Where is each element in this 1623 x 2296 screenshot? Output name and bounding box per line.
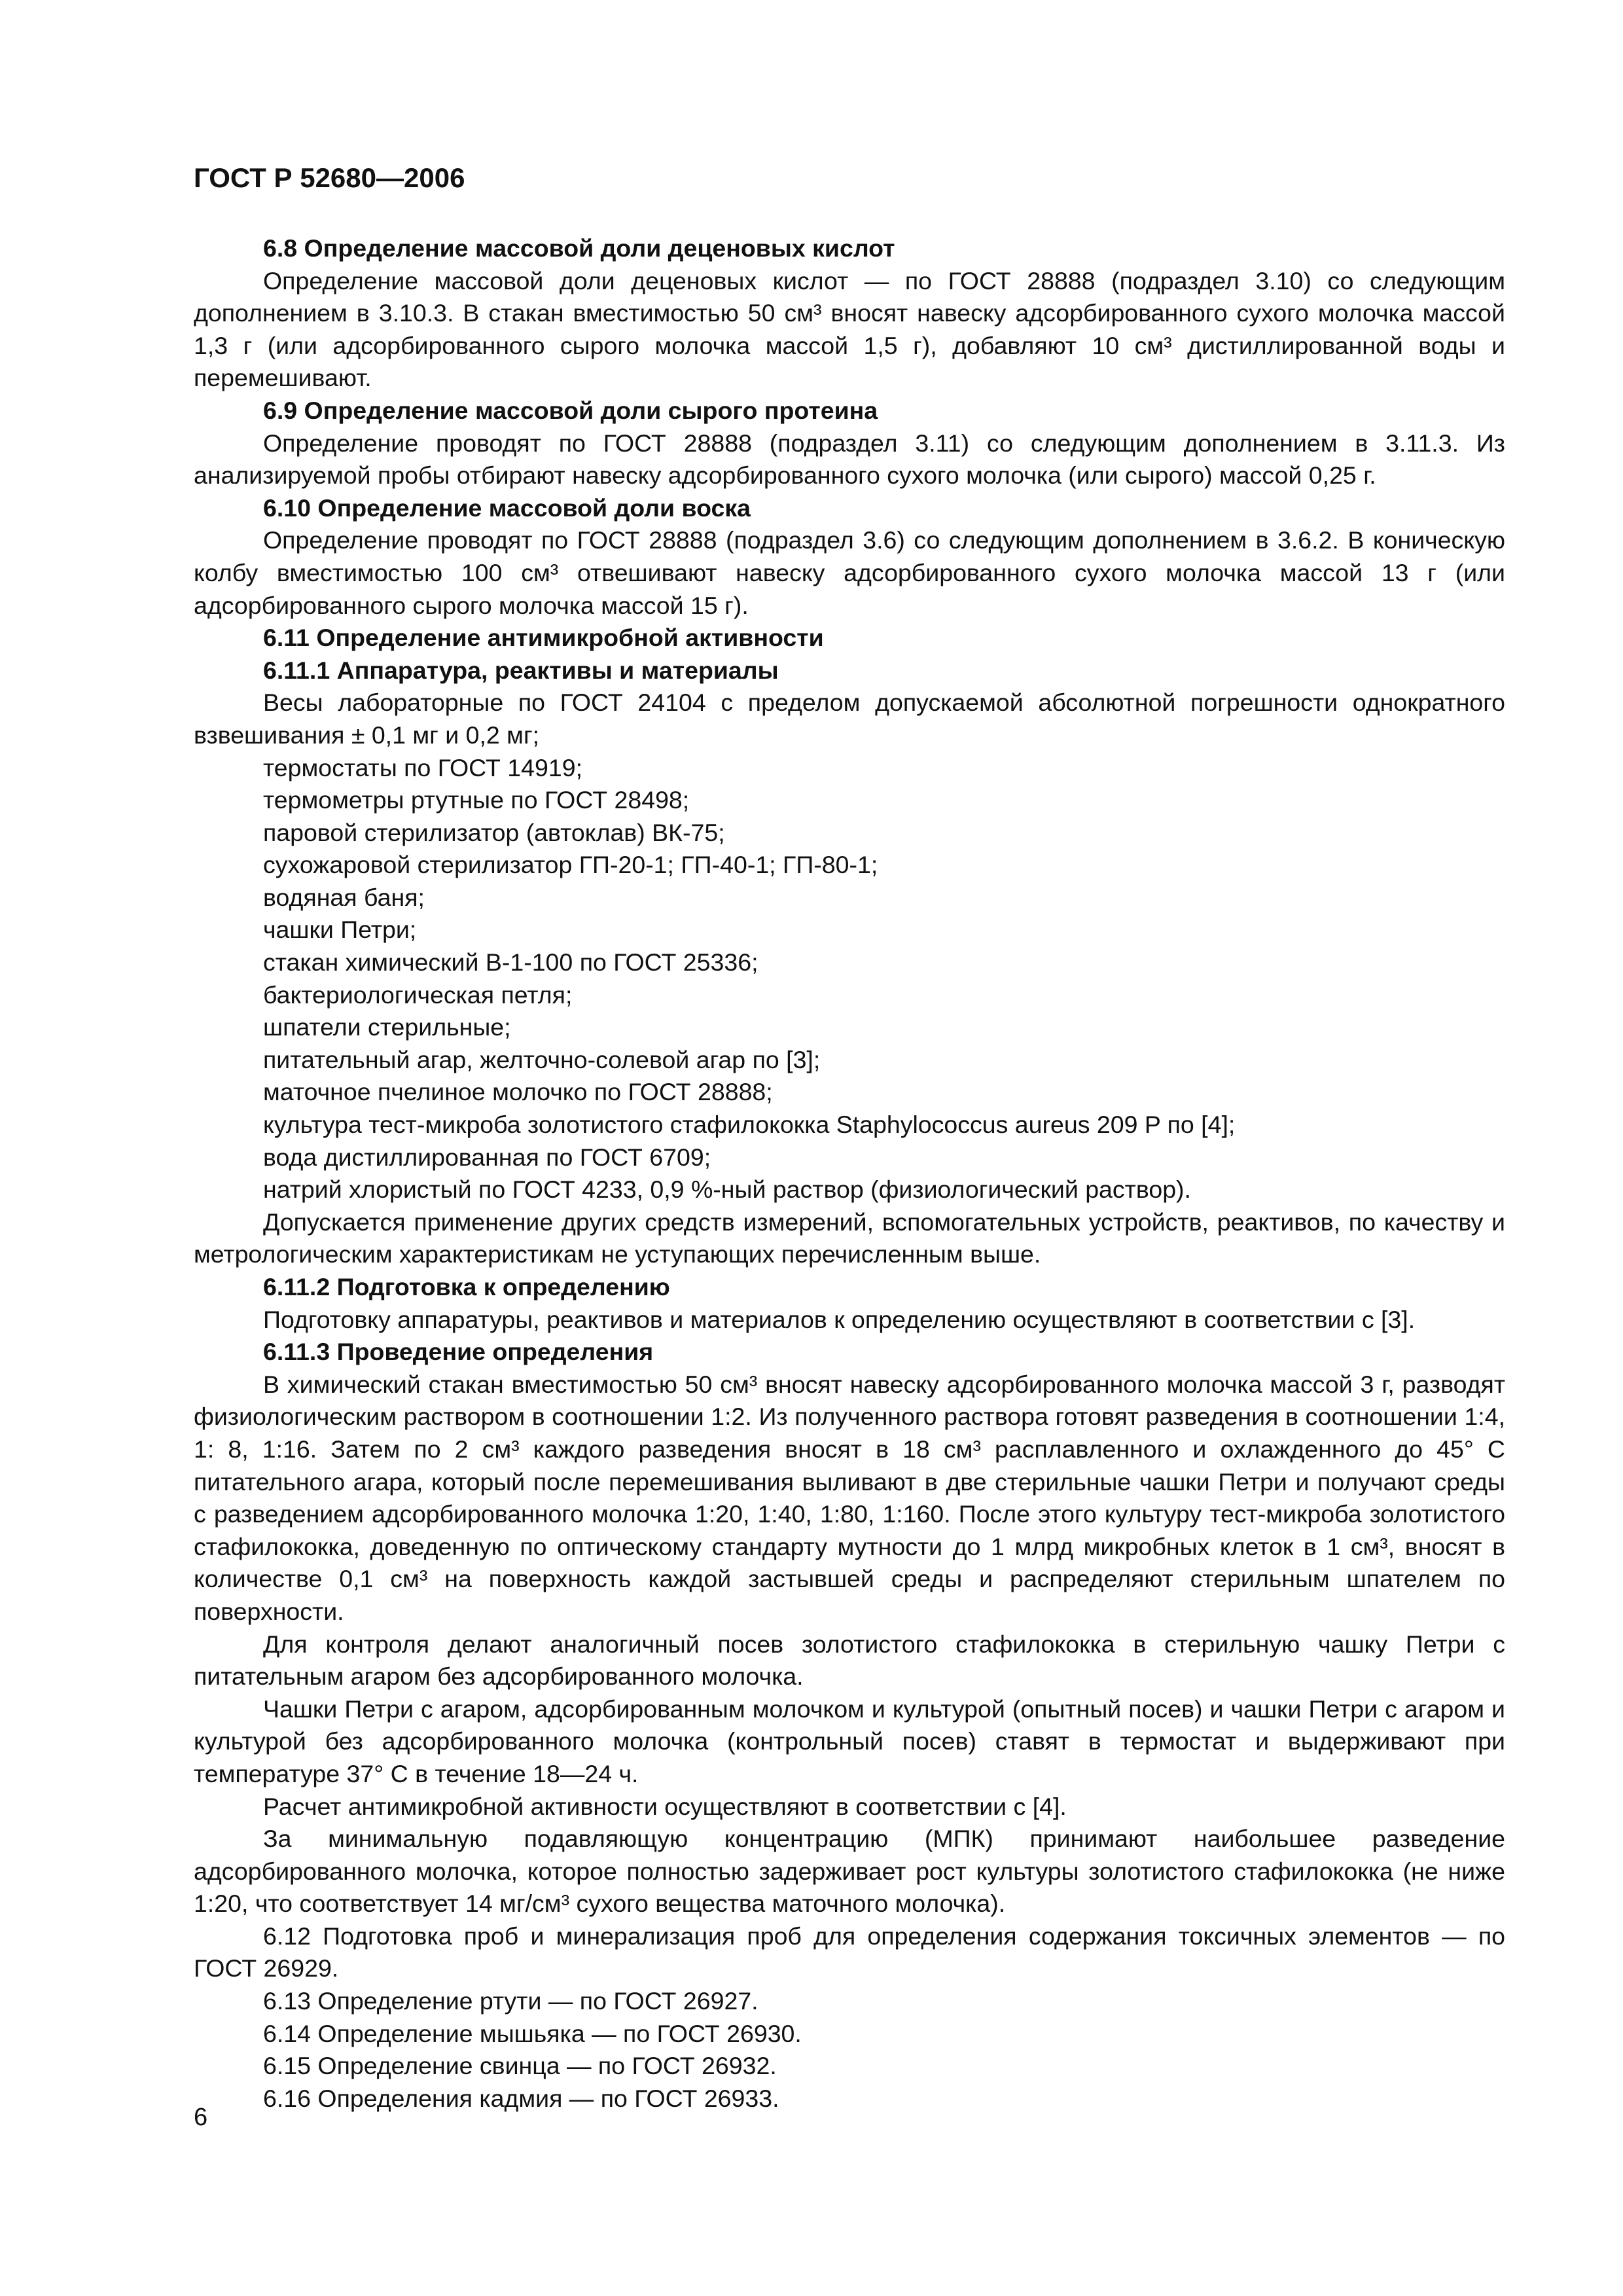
paragraph: Весы лабораторные по ГОСТ 24104 с пределом допускаемой абсолютной погрешности однократного взвешивания ± 0,1 мг и 0,2 мг; — [194, 689, 1505, 749]
section-heading: 6.11.2 Подготовка к определению — [263, 1273, 670, 1300]
page-number: 6 — [194, 2104, 208, 2131]
list-item: сухожаровой стерилизатор ГП-20-1; ГП-40-1; ГП-80-1; — [263, 851, 878, 879]
paragraph: Определение проводят по ГОСТ 28888 (подраздел 3.11) со следующим дополнением в 3.11.3. Из анализируемой пробы отбирают навеску адсорбированного сухого молочка (или сырого) массой 0,25 г. — [194, 429, 1505, 490]
section-heading: 6.11.1 Аппаратура, реактивы и материалы — [263, 656, 779, 684]
paragraph: За минимальную подавляющую концентрацию (МПК) принимают наибольшее разведение адсорбированного молочка, которое полностью задерживает рост культуры золотистого стафилококка (не ниже 1:20, что соответствует 14 мг/см³ сухого вещества маточного молочка). — [194, 1825, 1505, 1918]
paragraph: Подготовку аппаратуры, реактивов и материалов к определению осуществляют в соответствии с [3]. — [263, 1305, 1416, 1333]
list-item: стакан химический В-1-100 по ГОСТ 25336; — [263, 948, 758, 977]
list-item: питательный агар, желточно-солевой агар по [3]; — [263, 1045, 821, 1073]
paragraph: Чашки Петри с агаром, адсорбированным молочком и культурой (опытный посев) и чашки Петри с агаром и культурой без адсорбированного молочка (контрольный посев) ставят в термостат и выдерживают при температуре 37° С в течение 18—24 ч. — [194, 1695, 1505, 1787]
list-item: натрий хлористый по ГОСТ 4233, 0,9 %-ный раствор (физиологический раствор). — [263, 1175, 1191, 1204]
list-item: паровой стерилизатор (автоклав) ВК-75; — [263, 818, 725, 846]
section-heading: 6.11 Определение антимикробной активности — [263, 624, 824, 652]
paragraph: Допускается применение других средств измерений, вспомогательных устройств, реактивов, по качеству и метрологическим характеристикам не уступающих перечисленным выше. — [194, 1208, 1505, 1268]
paragraph: Определение массовой доли деценовых кислот — по ГОСТ 28888 (подраздел 3.10) со следующим дополнением в 3.10.3. В стакан вместимостью 50 см³ вносят навеску адсорбированного сухого молочка массой 1,3 г (или адсорбированного сырого молочка массой 1,5 г), добавляют 10 см³ дистиллированной воды и перемешивают. — [194, 266, 1505, 392]
list-item: бактериологическая петля; — [263, 980, 573, 1009]
paragraph: 6.12 Подготовка проб и минерализация проб для определения содержания токсичных элементов — по ГОСТ 26929. — [194, 1922, 1505, 1982]
list-item: культура тест-микроба золотистого стафилококка Staphylococcus aureus 209 P по [4]; — [263, 1111, 1236, 1139]
paragraph: Для контроля делают аналогичный посев золотистого стафилококка в стерильную чашку Петри с питательным агаром без адсорбированного молочка. — [194, 1630, 1505, 1691]
paragraph: Расчет антимикробной активности осуществляют в соответствии с [4]. — [263, 1792, 1067, 1820]
paragraph: 6.16 Определения кадмия — по ГОСТ 26933. — [263, 2084, 779, 2112]
list-item: чашки Петри; — [263, 916, 417, 944]
document-header: ГОСТ Р 52680—2006 — [194, 162, 465, 193]
list-item: шпатели стерильные; — [263, 1013, 511, 1041]
paragraph: Определение проводят по ГОСТ 28888 (подраздел 3.6) со следующим дополнением в 3.6.2. В коническую колбу вместимостью 100 см³ отвешивают навеску адсорбированного сухого молочка массой 13 г (или адсорбированного сырого молочка массой 15 г). — [194, 526, 1505, 619]
section-heading: 6.10 Определение массовой доли воска — [263, 493, 751, 522]
list-item: маточное пчелиное молочко по ГОСТ 28888; — [263, 1078, 773, 1106]
section-heading: 6.11.3 Проведение определения — [263, 1338, 654, 1366]
section-heading: 6.9 Определение массовой доли сырого протеина — [263, 396, 878, 424]
paragraph: В химический стакан вместимостью 50 см³ вносят навеску адсорбированного молочка массой 3 г, разводят физиологическим раствором в соотношении 1:2. Из полученного раствора готовят разведения в соотношении 1:4, 1: 8, 1:16. Затем по 2 см³ каждого разведения вносят в 18 см³ расплавленного и охлажденного до 45° С питательного агара, который после перемешивания выливают в две стерильные чашки Петри и получают среды с разведением адсорбированного молочка 1:20, 1:40, 1:80, 1:160. После этого культуру тест-микроба золотистого стафилококка, доведенную по оптическому стандарту мутности до 1 млрд микробных клеток в 1 см³, вносят в количестве 0,1 см³ на поверхность каждой застывшей среды и распределяют стерильным шпателем по поверхности. — [194, 1370, 1505, 1625]
list-item: термометры ртутные по ГОСТ 28498; — [263, 786, 690, 814]
list-item: термостаты по ГОСТ 14919; — [263, 753, 582, 781]
paragraph: 6.15 Определение свинца — по ГОСТ 26932. — [263, 2052, 777, 2080]
list-item: вода дистиллированная по ГОСТ 6709; — [263, 1143, 711, 1171]
document-body — [194, 232, 1505, 2115]
section-heading: 6.8 Определение массовой доли деценовых кислот — [263, 234, 895, 262]
paragraph: 6.14 Определение мышьяка — по ГОСТ 26930. — [263, 2019, 802, 2047]
paragraph: 6.13 Определение ртути — по ГОСТ 26927. — [263, 1987, 758, 2015]
list-item: водяная баня; — [263, 883, 425, 911]
